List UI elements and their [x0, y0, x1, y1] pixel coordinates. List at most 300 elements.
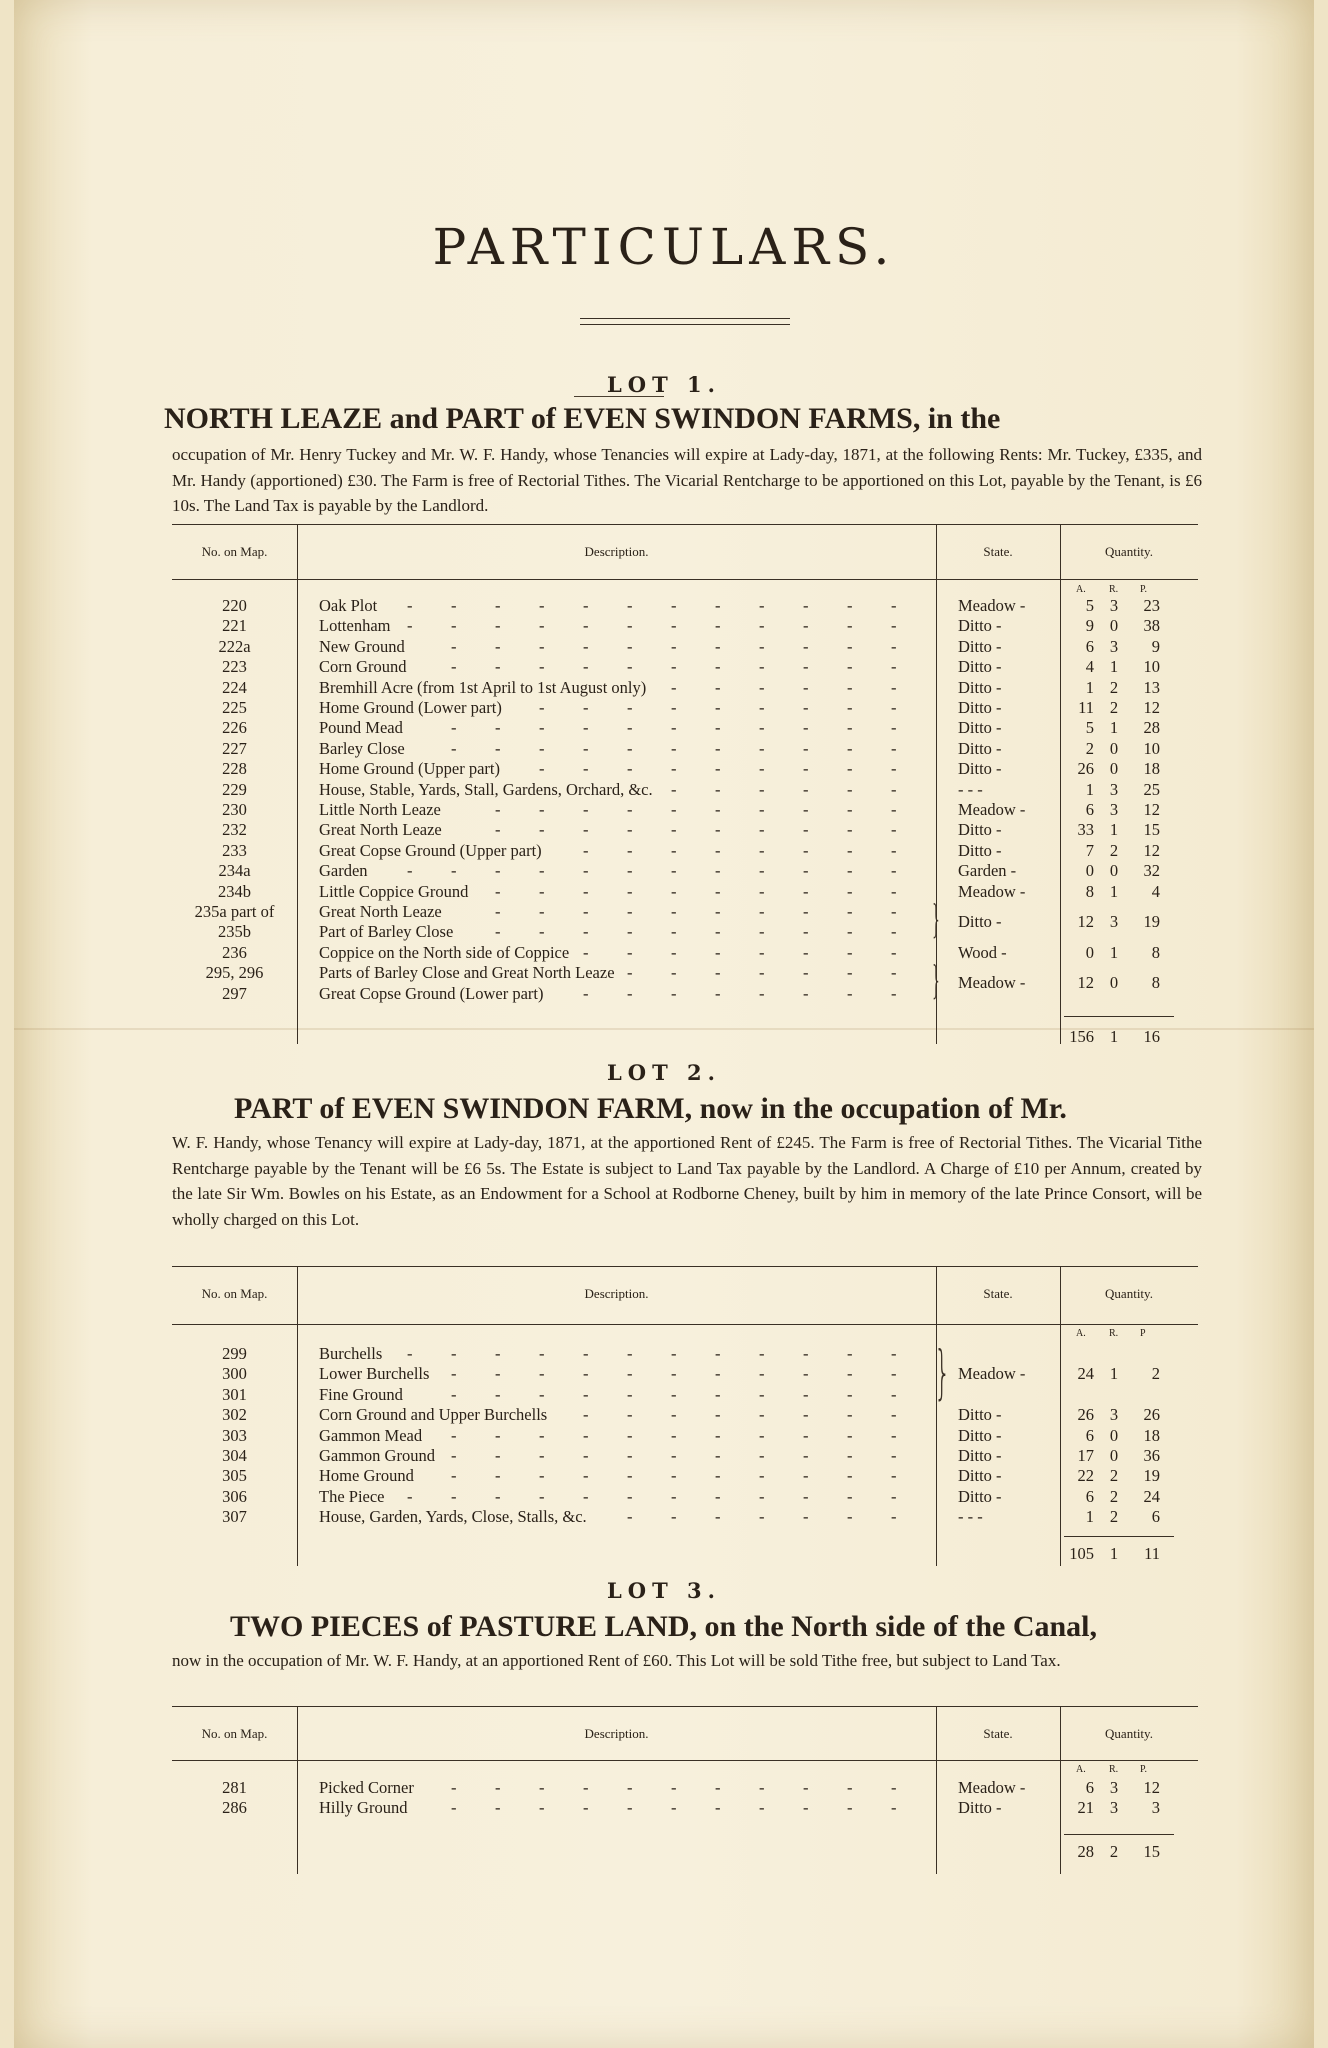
table-row: [172, 637, 1198, 657]
leader-dash: -: [495, 922, 501, 942]
acres: 11: [1078, 698, 1094, 717]
leader-dash: -: [847, 820, 853, 840]
leader-dash: -: [583, 759, 589, 779]
state: Ditto -: [958, 759, 1002, 779]
leader-dash: -: [891, 677, 897, 697]
leader-dash: -: [891, 1507, 897, 1527]
col-header-no: No. on Map.: [201, 1286, 268, 1301]
description: Bremhill Acre (from 1st April to 1st August only): [319, 677, 647, 697]
leader-dash: -: [539, 1486, 545, 1506]
leader-dash: -: [495, 738, 501, 758]
total-perches: 16: [1143, 1027, 1160, 1046]
leader-dash: -: [539, 902, 545, 921]
leader-dash: -: [671, 983, 677, 1003]
leader-dash: -: [583, 942, 589, 962]
leader-dash: -: [539, 596, 545, 615]
acres: 8: [1085, 881, 1094, 901]
lot-1-paragraph: occupation of Mr. Henry Tuckey and Mr. W. F. Handy, whose Tenancies will expire at Lady-day, 1871, at the following Rents: Mr. Tuckey, £335, and Mr. Handy (apportioned) £30. The Farm is free of Rectorial Tithes. The Vicarial Rentcharge to be apportioned on this Lot, payable by the Tenant, is £6 10s. The Land Tax is payable by the Landlord.: [172, 445, 1202, 515]
leader-dash: -: [671, 1486, 677, 1506]
map-number: 223: [222, 657, 247, 677]
state: Ditto -: [958, 1405, 1002, 1425]
leader-dash: -: [539, 1364, 545, 1384]
table-row: [172, 1487, 1198, 1507]
perches: 23: [1143, 596, 1160, 615]
perches: 12: [1143, 698, 1160, 717]
leader-dash: -: [407, 861, 413, 881]
acres: 5: [1085, 596, 1094, 615]
leader-dash: -: [627, 800, 633, 819]
leader-dash: -: [627, 922, 633, 942]
acres: 0: [1085, 942, 1094, 962]
leader-dash: -: [803, 698, 809, 717]
lot-3-paragraph: now in the occupation of Mr. W. F. Handy, at an apportioned Rent of £60. This Lot will be sold Tithe free, but subject to Land Tax.: [172, 1651, 1061, 1670]
map-number: 301: [222, 1384, 247, 1404]
leader-dash: -: [627, 820, 633, 840]
description: Corn Ground and Upper Burchells: [319, 1405, 548, 1425]
acres: 1: [1085, 779, 1094, 799]
leader-dash: -: [539, 922, 545, 942]
leader-dash: -: [847, 677, 853, 697]
leader-dash: -: [671, 820, 677, 840]
table-row: [172, 1798, 1198, 1818]
leader-dash: -: [627, 759, 633, 779]
leader-dash: -: [539, 759, 545, 779]
map-number: 307: [222, 1507, 247, 1527]
description: Hilly Ground: [319, 1798, 408, 1818]
roods: 0: [1109, 759, 1119, 779]
leader-dash: -: [495, 1486, 501, 1506]
perches: 18: [1143, 759, 1160, 779]
leader-dash: -: [847, 861, 853, 881]
perches: 3: [1151, 1798, 1160, 1818]
roods: 2: [1109, 1507, 1119, 1527]
leader-dash: -: [891, 881, 897, 901]
state: Ditto -: [958, 820, 1002, 840]
leader-dash: -: [539, 881, 545, 901]
col-header-description: Description.: [584, 1286, 649, 1301]
map-number: 300: [222, 1364, 247, 1384]
leader-dash: -: [847, 1384, 853, 1404]
leader-dash: -: [759, 881, 765, 901]
table-row: [172, 698, 1198, 718]
leader-dash: -: [847, 1798, 853, 1818]
leader-dash: -: [715, 738, 721, 758]
lot-3-total: [172, 1842, 1198, 1862]
leader-dash: -: [715, 963, 721, 983]
leader-dash: -: [759, 1778, 765, 1797]
leader-dash: -: [847, 1466, 853, 1486]
leader-dash: -: [759, 596, 765, 615]
state: Ditto -: [958, 912, 1002, 932]
acres: 12: [1077, 912, 1094, 932]
leader-dash: -: [715, 983, 721, 1003]
perches: 12: [1143, 800, 1160, 819]
leader-dash: -: [495, 861, 501, 881]
col-header-quantity: Quantity.: [1105, 1286, 1153, 1301]
leader-dash: -: [891, 616, 897, 636]
leader-dash: -: [847, 1364, 853, 1384]
leader-dash: -: [583, 983, 589, 1003]
leader-dash: -: [759, 983, 765, 1003]
leader-dash: -: [759, 1364, 765, 1384]
leader-dash: -: [495, 1466, 501, 1486]
table-row: [172, 759, 1198, 779]
roods: 3: [1109, 1405, 1119, 1425]
leader-dash: -: [407, 1486, 413, 1506]
leader-dash: -: [671, 1778, 677, 1797]
leader-dash: -: [759, 1405, 765, 1425]
leader-dash: -: [759, 1466, 765, 1486]
description: Picked Corner: [319, 1778, 414, 1797]
state: Ditto -: [958, 616, 1002, 636]
leader-dash: -: [803, 636, 809, 656]
grouping-brace: }: [930, 897, 942, 942]
description: Lottenham: [319, 616, 391, 636]
leader-dash: -: [539, 1778, 545, 1797]
map-number: 234a: [218, 861, 251, 881]
leader-dash: -: [583, 698, 589, 717]
map-number: 230: [222, 800, 247, 819]
roods: 3: [1109, 1778, 1119, 1797]
roods: 0: [1109, 973, 1119, 993]
acres: 6: [1085, 1425, 1094, 1445]
leader-dash: -: [803, 1405, 809, 1425]
leader-dash: -: [495, 657, 501, 677]
leader-dash: -: [495, 596, 501, 615]
leader-dash: -: [891, 922, 897, 942]
leader-dash: -: [759, 963, 765, 983]
roods: 3: [1109, 596, 1119, 615]
leader-dash: -: [847, 963, 853, 983]
leader-dash: -: [583, 840, 589, 860]
acres: 9: [1085, 616, 1094, 636]
leader-dash: -: [715, 1425, 721, 1445]
leader-dash: -: [583, 738, 589, 758]
grouped-row-values: [172, 973, 1198, 993]
leader-dash: -: [671, 677, 677, 697]
leader-dash: -: [891, 718, 897, 738]
leader-dash: -: [451, 718, 457, 738]
leader-dash: -: [847, 1425, 853, 1445]
leader-dash: -: [803, 1384, 809, 1404]
leader-dash: -: [803, 902, 809, 921]
leader-dash: -: [759, 698, 765, 717]
description: Great Copse Ground (Lower part): [319, 983, 544, 1003]
description: Home Ground (Upper part): [319, 759, 500, 779]
leader-dash: -: [583, 1466, 589, 1486]
leader-dash: -: [803, 1486, 809, 1506]
state: Ditto -: [958, 1798, 1002, 1818]
leader-dash: -: [715, 1384, 721, 1404]
col-header-quantity: Quantity.: [1105, 1726, 1153, 1741]
unit-perches: P.: [1140, 1764, 1147, 1775]
leader-dash: -: [671, 800, 677, 819]
leader-dash: -: [451, 1446, 457, 1465]
lot-2-table: [172, 1266, 1198, 1566]
leader-dash: -: [627, 1425, 633, 1445]
roods: 1: [1109, 657, 1119, 677]
leader-dash: -: [891, 596, 897, 615]
leader-dash: -: [715, 616, 721, 636]
leader-dash: -: [583, 922, 589, 942]
col-header-description: Description.: [584, 1726, 649, 1741]
leader-dash: -: [847, 596, 853, 615]
leader-dash: -: [539, 861, 545, 881]
leader-dash: -: [627, 963, 633, 983]
roods: 0: [1109, 616, 1119, 636]
state: Garden -: [958, 861, 1017, 881]
leader-dash: -: [803, 983, 809, 1003]
leader-dash: -: [891, 779, 897, 799]
leader-dash: -: [715, 1798, 721, 1818]
leader-dash: -: [803, 596, 809, 615]
perches: 6: [1151, 1507, 1160, 1527]
leader-dash: -: [407, 596, 413, 615]
leader-dash: -: [847, 779, 853, 799]
leader-dash: -: [671, 942, 677, 962]
map-number: 303: [222, 1425, 247, 1445]
leader-dash: -: [583, 1344, 589, 1363]
table-row: [172, 943, 1198, 963]
leader-dash: -: [847, 1344, 853, 1363]
document-page: [14, 0, 1314, 2048]
acres: 0: [1085, 861, 1094, 881]
leader-dash: -: [671, 636, 677, 656]
leader-dash: -: [583, 1425, 589, 1445]
leader-dash: -: [671, 881, 677, 901]
state: Meadow -: [958, 973, 1026, 993]
leader-dash: -: [451, 1466, 457, 1486]
map-number: 228: [222, 759, 247, 779]
leader-dash: -: [759, 1446, 765, 1465]
leader-dash: -: [715, 759, 721, 779]
leader-dash: -: [495, 1446, 501, 1465]
leader-dash: -: [451, 1486, 457, 1506]
description: Great North Leaze: [319, 820, 442, 840]
leader-dash: -: [715, 779, 721, 799]
col-header-quantity: Quantity.: [1105, 544, 1153, 559]
table-row: [172, 1405, 1198, 1425]
total-perches: 11: [1144, 1544, 1160, 1563]
state: Ditto -: [958, 657, 1002, 677]
map-number: 232: [222, 820, 247, 840]
leader-dash: -: [627, 983, 633, 1003]
perches: 28: [1143, 718, 1160, 738]
leader-dash: -: [759, 1344, 765, 1363]
total-roods: 1: [1109, 1544, 1119, 1563]
col-header-state: State.: [983, 544, 1013, 559]
table-row: [172, 1507, 1198, 1527]
leader-dash: -: [803, 657, 809, 677]
map-number: 233: [222, 840, 247, 860]
perches: 10: [1143, 738, 1160, 758]
leader-dash: -: [715, 718, 721, 738]
leader-dash: -: [451, 861, 457, 881]
map-number: 305: [222, 1466, 247, 1486]
description: Home Ground: [319, 1466, 414, 1486]
roods: 0: [1109, 1446, 1119, 1465]
table-row: [172, 841, 1198, 861]
state: - - -: [958, 1507, 983, 1527]
map-number: 235b: [218, 922, 251, 942]
acres: 7: [1085, 840, 1094, 860]
leader-dash: -: [671, 718, 677, 738]
title-rule: [580, 324, 790, 325]
map-number: 229: [222, 779, 247, 799]
acres: 6: [1085, 1778, 1094, 1797]
lot-3-heading: TWO PIECES of PASTURE LAND, on the North side of the Canal,: [230, 1610, 1098, 1643]
lot-2-label: LOT 2.: [607, 1060, 721, 1085]
unit-acres: A.: [1076, 1764, 1086, 1775]
state: Ditto -: [958, 1425, 1002, 1445]
state: Ditto -: [958, 1466, 1002, 1486]
state: Ditto -: [958, 1486, 1002, 1506]
unit-roods: R.: [1109, 1764, 1119, 1775]
perches: 25: [1143, 779, 1160, 799]
leader-dash: -: [803, 840, 809, 860]
leader-dash: -: [803, 942, 809, 962]
leader-dash: -: [803, 677, 809, 697]
leader-dash: -: [759, 616, 765, 636]
description: Garden: [319, 861, 368, 881]
leader-dash: -: [627, 840, 633, 860]
leader-dash: -: [671, 657, 677, 677]
leader-dash: -: [495, 616, 501, 636]
leader-dash: -: [495, 902, 501, 921]
total-roods: 1: [1109, 1027, 1119, 1046]
leader-dash: -: [451, 738, 457, 758]
table-row: [172, 596, 1198, 616]
leader-dash: -: [803, 922, 809, 942]
leader-dash: -: [891, 1405, 897, 1425]
table-row: [172, 1466, 1198, 1486]
unit-acres: A.: [1076, 1328, 1086, 1339]
state: Ditto -: [958, 698, 1002, 717]
leader-dash: -: [803, 1425, 809, 1445]
roods: 1: [1109, 942, 1119, 962]
lot-1-heading: NORTH LEAZE and PART of EVEN SWINDON FARMS, in the: [164, 402, 1001, 435]
leader-dash: -: [451, 616, 457, 636]
leader-dash: -: [891, 942, 897, 962]
leader-dash: -: [495, 1384, 501, 1404]
perches: 12: [1143, 840, 1160, 860]
col-header-no: No. on Map.: [201, 1726, 268, 1741]
leader-dash: -: [451, 657, 457, 677]
leader-dash: -: [627, 616, 633, 636]
leader-dash: -: [891, 983, 897, 1003]
leader-dash: -: [891, 861, 897, 881]
state: Meadow -: [958, 800, 1026, 819]
table-row: [172, 820, 1198, 840]
leader-dash: -: [759, 718, 765, 738]
leader-dash: -: [539, 1344, 545, 1363]
map-number: 234b: [218, 881, 251, 901]
leader-dash: -: [847, 1778, 853, 1797]
leader-dash: -: [627, 1798, 633, 1818]
leader-dash: -: [759, 657, 765, 677]
leader-dash: -: [891, 1778, 897, 1797]
description: Little North Leaze: [319, 800, 441, 819]
leader-dash: -: [583, 902, 589, 921]
leader-dash: -: [627, 942, 633, 962]
leader-dash: -: [407, 616, 413, 636]
perches: 18: [1143, 1425, 1160, 1445]
grouping-brace: }: [930, 958, 942, 1004]
table-row: [172, 718, 1198, 738]
unit-perches: P: [1140, 1328, 1146, 1339]
leader-dash: -: [891, 1446, 897, 1465]
state: Ditto -: [958, 840, 1002, 860]
total-acres: 105: [1069, 1544, 1094, 1563]
leader-dash: -: [671, 922, 677, 942]
map-number: 222a: [218, 636, 251, 656]
description: Pound Mead: [319, 718, 403, 738]
acres: 4: [1085, 657, 1094, 677]
leader-dash: -: [627, 1364, 633, 1384]
state: Wood -: [958, 942, 1007, 962]
state: Ditto -: [958, 1446, 1002, 1465]
map-number: 297: [222, 983, 247, 1003]
leader-dash: -: [803, 1466, 809, 1486]
leader-dash: -: [495, 718, 501, 738]
leader-dash: -: [627, 1344, 633, 1363]
perches: 38: [1143, 616, 1160, 636]
leader-dash: -: [847, 840, 853, 860]
leader-dash: -: [759, 1425, 765, 1445]
leader-dash: -: [627, 1507, 633, 1527]
description: Oak Plot: [319, 596, 378, 615]
leader-dash: -: [891, 738, 897, 758]
leader-dash: -: [759, 942, 765, 962]
map-number: 227: [222, 738, 247, 758]
description: Little Coppice Ground: [319, 881, 469, 901]
description: Corn Ground: [319, 657, 407, 677]
perches: 10: [1143, 657, 1160, 677]
leader-dash: -: [627, 1384, 633, 1404]
leader-dash: -: [539, 636, 545, 656]
description: Burchells: [319, 1344, 383, 1363]
leader-dash: -: [759, 1507, 765, 1527]
leader-dash: -: [627, 1405, 633, 1425]
leader-dash: -: [583, 1405, 589, 1425]
leader-dash: -: [803, 779, 809, 799]
leader-dash: -: [847, 759, 853, 779]
state: Ditto -: [958, 636, 1002, 656]
leader-dash: -: [671, 1798, 677, 1818]
state: Ditto -: [958, 677, 1002, 697]
leader-dash: -: [847, 902, 853, 921]
leader-dash: -: [583, 1486, 589, 1506]
leader-dash: -: [583, 1778, 589, 1797]
leader-dash: -: [671, 1344, 677, 1363]
leader-dash: -: [715, 596, 721, 615]
total-acres: 156: [1069, 1027, 1094, 1046]
acres: 1: [1085, 677, 1094, 697]
leader-dash: -: [759, 800, 765, 819]
perches: 13: [1143, 677, 1160, 697]
leader-dash: -: [583, 1364, 589, 1384]
map-number: 236: [222, 942, 247, 962]
state: Ditto -: [958, 738, 1002, 758]
leader-dash: -: [759, 1486, 765, 1506]
leader-dash: -: [539, 800, 545, 819]
perches: 26: [1143, 1405, 1160, 1425]
leader-dash: -: [891, 698, 897, 717]
leader-dash: -: [671, 1507, 677, 1527]
roods: 2: [1109, 677, 1119, 697]
grouped-row-values: [172, 1364, 1198, 1384]
leader-dash: -: [671, 1425, 677, 1445]
